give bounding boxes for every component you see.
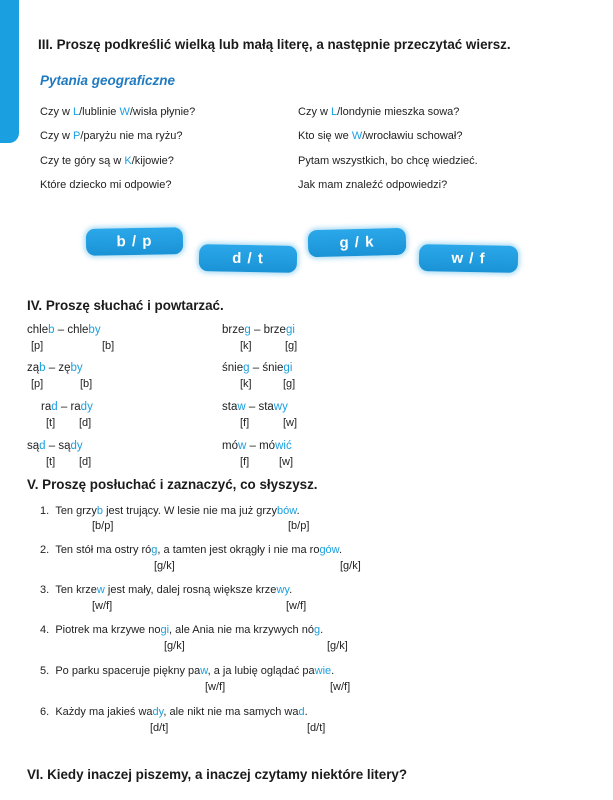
word-pair-brzeg: brzeg – brzegi xyxy=(222,324,295,336)
option-b-p[interactable]: [b/p] xyxy=(288,520,310,532)
section-6-title: VI. Kiedy inaczej piszemy, a inaczej czytamy niektóre litery? xyxy=(27,767,408,782)
poem-line-left-4: Które dziecko mi odpowie? xyxy=(40,179,172,191)
option-g-k[interactable]: [g/k] xyxy=(154,560,175,572)
pill-g-k: g / k xyxy=(308,228,407,258)
phoneme: [d] xyxy=(79,456,92,468)
phoneme: [t] xyxy=(46,417,56,429)
poem-line-right-3: Pytam wszystkich, bo chcę wiedzieć. xyxy=(298,155,478,167)
word-pair-chleb: chleb – chleby xyxy=(27,324,101,336)
option-g-k[interactable]: [g/k] xyxy=(327,640,348,652)
option-b-p[interactable]: [b/p] xyxy=(92,520,114,532)
poem-line-left-2: Czy w P/paryżu nie ma ryżu? xyxy=(40,130,183,142)
phoneme: [t] xyxy=(46,456,56,468)
word-pair-mow: mów – mówić xyxy=(222,440,292,452)
phoneme: [p] xyxy=(31,340,44,352)
phoneme: [d] xyxy=(79,417,92,429)
exercise-item-5: 5. Po parku spaceruje piękny paw, a ja lubię oglądać pawie. xyxy=(40,665,335,677)
exercise-item-2: 2. Ten stół ma ostry róg, a tamten jest okrągły i nie ma rogów. xyxy=(40,544,343,556)
phoneme: [b] xyxy=(80,378,93,390)
section-4-title: IV. Proszę słuchać i powtarzać. xyxy=(27,298,224,313)
pill-w-f: w / f xyxy=(419,244,518,273)
poem-line-left-3: Czy te góry są w K/kijowie? xyxy=(40,155,174,167)
word-pair-rad: rad – rady xyxy=(41,401,93,413)
poem-line-right-4: Jak mam znaleźć odpowiedzi? xyxy=(298,179,448,191)
phoneme: [f] xyxy=(240,417,250,429)
exercise-item-3: 3. Ten krzew jest mały, dalej rosną większe krzewy. xyxy=(40,584,293,596)
word-pair-zab: ząb – zęby xyxy=(27,362,83,374)
phoneme: [k] xyxy=(240,378,252,390)
phoneme: [w] xyxy=(279,456,294,468)
word-pair-staw: staw – stawy xyxy=(222,401,288,413)
option-d-t[interactable]: [d/t] xyxy=(150,722,169,734)
option-w-f[interactable]: [w/f] xyxy=(205,681,226,693)
exercise-item-6: 6. Każdy ma jakieś wady, ale nikt nie ma samych wad. xyxy=(40,706,308,718)
section-5-title: V. Proszę posłuchać i zaznaczyć, co słyszysz. xyxy=(27,477,318,492)
phoneme: [k] xyxy=(240,340,252,352)
side-accent-bar xyxy=(0,0,19,143)
phoneme: [w] xyxy=(283,417,298,429)
exercise-item-1: 1. Ten grzyb jest trujący. W lesie nie ma już grzybów. xyxy=(40,505,300,517)
phoneme: [f] xyxy=(240,456,250,468)
option-w-f[interactable]: [w/f] xyxy=(330,681,351,693)
option-w-f[interactable]: [w/f] xyxy=(92,600,113,612)
poem-line-left-1: Czy w L/lublinie W/wisła płynie? xyxy=(40,106,196,118)
exercise-item-4: 4. Piotrek ma krzywe nogi, ale Ania nie ma krzywych nóg. xyxy=(40,624,324,636)
poem-title: Pytania geograficzne xyxy=(40,73,176,88)
poem-line-right-2: Kto się we W/wrocławiu schował? xyxy=(298,130,463,142)
word-pair-sad: sąd – sądy xyxy=(27,440,83,452)
option-g-k[interactable]: [g/k] xyxy=(164,640,185,652)
poem-line-right-1: Czy w L/londynie mieszka sowa? xyxy=(298,106,460,118)
phoneme: [b] xyxy=(102,340,115,352)
phoneme: [g] xyxy=(283,378,296,390)
option-d-t[interactable]: [d/t] xyxy=(307,722,326,734)
pill-b-p: b / p xyxy=(86,227,183,256)
phoneme: [p] xyxy=(31,378,44,390)
option-g-k[interactable]: [g/k] xyxy=(340,560,361,572)
pill-d-t: d / t xyxy=(199,244,297,273)
option-w-f[interactable]: [w/f] xyxy=(286,600,307,612)
phoneme: [g] xyxy=(285,340,298,352)
word-pair-snieg: śnieg – śniegi xyxy=(222,362,293,374)
section-3-title: III. Proszę podkreślić wielką lub małą literę, a następnie przeczytać wiersz. xyxy=(38,37,511,52)
